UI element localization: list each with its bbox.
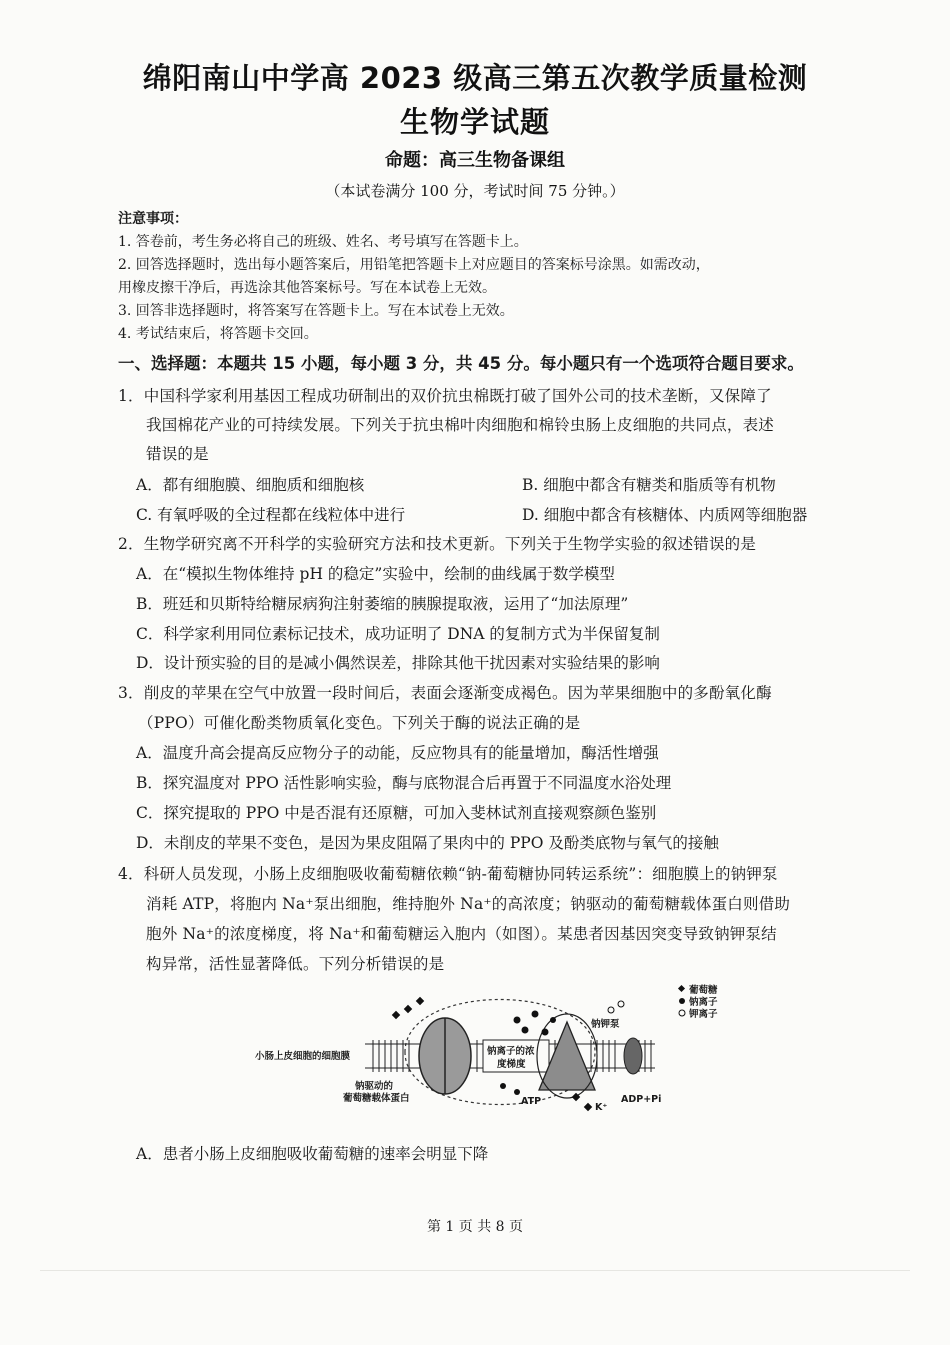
- gradient-label: 度梯度: [497, 1059, 526, 1070]
- question-1-stem: 1．中国科学家利用基因工程成功研制出的双价抗虫棉既打破了国外公司的技术垄断，又保障了: [118, 387, 772, 405]
- pump-subunit: [624, 1038, 642, 1074]
- question-3-stem: 3．削皮的苹果在空气中放置一段时间后，表面会逐渐变成褐色。因为苹果细胞中的多酚氧化酶: [118, 684, 772, 702]
- question-4-stem: 消耗 ATP，将胞内 Na⁺泵出细胞，维持胞外 Na⁺的高浓度；钠驱动的葡萄糖载体蛋白则借助: [146, 895, 791, 913]
- question-2-option-c: C．科学家利用同位素标记技术，成功证明了 DNA 的复制方式为半保留复制: [136, 625, 660, 643]
- question-3-option-d: D．未削皮的苹果不变色，是因为果皮阻隔了果肉中的 PPO 及酚类底物与氧气的接触: [136, 834, 719, 852]
- exam-subject: 生物学试题: [399, 105, 550, 139]
- carrier-label: 钠驱动的: [355, 1081, 394, 1092]
- question-3-stem: （PPO）可催化酚类物质氧化变色。下列关于酶的说法正确的是: [138, 714, 581, 732]
- question-1-option-a: A．都有细胞膜、细胞质和细胞核: [136, 476, 365, 494]
- notice-heading: 注意事项：: [118, 211, 188, 227]
- legend-potassium: 钾离子: [689, 1009, 718, 1020]
- question-2-option-a: A．在“模拟生物体维持 pH 的稳定”实验中，绘制的曲线属于数学模型: [136, 565, 615, 583]
- gradient-label: 钠离子的浓: [487, 1046, 535, 1057]
- page-bottom-line: [40, 1270, 910, 1271]
- k-label: K⁺: [595, 1102, 608, 1113]
- question-1-option-d: D. 细胞中都含有核糖体、内质网等细胞器: [522, 506, 808, 524]
- question-2-stem: 2．生物学研究离不开科学的实验研究方法和技术更新。下列关于生物学实验的叙述错误的是: [118, 535, 757, 553]
- question-1-option-c: C. 有氧呼吸的全过程都在线粒体中进行: [136, 506, 406, 524]
- figure-legend: [678, 985, 685, 1016]
- question-4-option-a: A．患者小肠上皮细胞吸收葡萄糖的速率会明显下降: [136, 1145, 489, 1163]
- question-4-stem: 构异常，活性显著降低。下列分析错误的是: [146, 955, 445, 973]
- question-1-option-b: B. 细胞中都含有糖类和脂质等有机物: [522, 476, 776, 494]
- question-3-option-b: B．探究温度对 PPO 活性影响实验，酶与底物混合后再置于不同温度水浴处理: [136, 774, 672, 792]
- exam-author: 命题：高三生物备课组: [385, 150, 565, 171]
- question-4-stem: 胞外 Na⁺的浓度梯度，将 Na⁺和葡萄糖运入胞内（如图）。某患者因基因突变导致钠钾泵结: [146, 925, 777, 943]
- question-1-stem: 错误的是: [146, 445, 209, 463]
- exam-title: 绵阳南山中学高 2023 级高三第五次教学质量检测: [142, 61, 808, 95]
- section-heading: 一、选择题：本题共 15 小题，每小题 3 分，共 45 分。每小题只有一个选项符合题目要求。: [118, 354, 804, 373]
- legend-glucose: 葡萄糖: [689, 985, 718, 996]
- question-2-option-b: B．班廷和贝斯特给糖尿病狗注射萎缩的胰腺提取液，运用了“加法原理”: [136, 595, 629, 613]
- potassium-ions: [608, 1001, 624, 1013]
- notice-item: 用橡皮擦干净后，再选涂其他答案标号。写在本试卷上无效。: [118, 280, 496, 296]
- notice-item: 4. 考试结束后，将答题卡交回。: [118, 326, 318, 342]
- question-2-option-d: D．设计预实验的目的是减小偶然误差，排除其他干扰因素对实验结果的影响: [136, 654, 660, 672]
- page-footer: 第 1 页 共 8 页: [426, 1219, 524, 1235]
- membrane-label: 小肠上皮细胞的细胞膜: [255, 1051, 351, 1062]
- question-4-stem: 4．科研人员发现，小肠上皮细胞吸收葡萄糖依赖“钠-葡萄糖协同转运系统”：细胞膜上的钠钾泵: [118, 865, 778, 883]
- atp-label: ATP: [521, 1096, 542, 1107]
- exam-info: （本试卷满分 100 分，考试时间 75 分钟。）: [325, 182, 625, 200]
- notice-item: 1. 答卷前，考生务必将自己的班级、姓名、考号填写在答题卡上。: [118, 234, 528, 250]
- question-1-stem: 我国棉花产业的可持续发展。下列关于抗虫棉叶肉细胞和棉铃虫肠上皮细胞的共同点，表述: [146, 416, 775, 434]
- membrane-transport-figure: [255, 982, 755, 1122]
- adp-label: ADP+Pi: [621, 1094, 662, 1105]
- pump-label: 钠钾泵: [591, 1019, 620, 1030]
- question-3-option-a: A．温度升高会提高反应物分子的动能，反应物具有的能量增加，酶活性增强: [136, 744, 659, 762]
- notice-item: 2. 回答选择题时，选出每小题答案后，用铅笔把答题卡上对应题目的答案标号涂黑。如需改动，: [118, 257, 710, 273]
- legend-sodium: 钠离子: [689, 997, 718, 1008]
- notice-item: 3. 回答非选择题时，将答案写在答题卡上。写在本试卷上无效。: [118, 303, 514, 319]
- question-3-option-c: C．探究提取的 PPO 中是否混有还原糖，可加入斐林试剂直接观察颜色鉴别: [136, 804, 657, 822]
- carrier-label: 葡萄糖载体蛋白: [343, 1093, 410, 1104]
